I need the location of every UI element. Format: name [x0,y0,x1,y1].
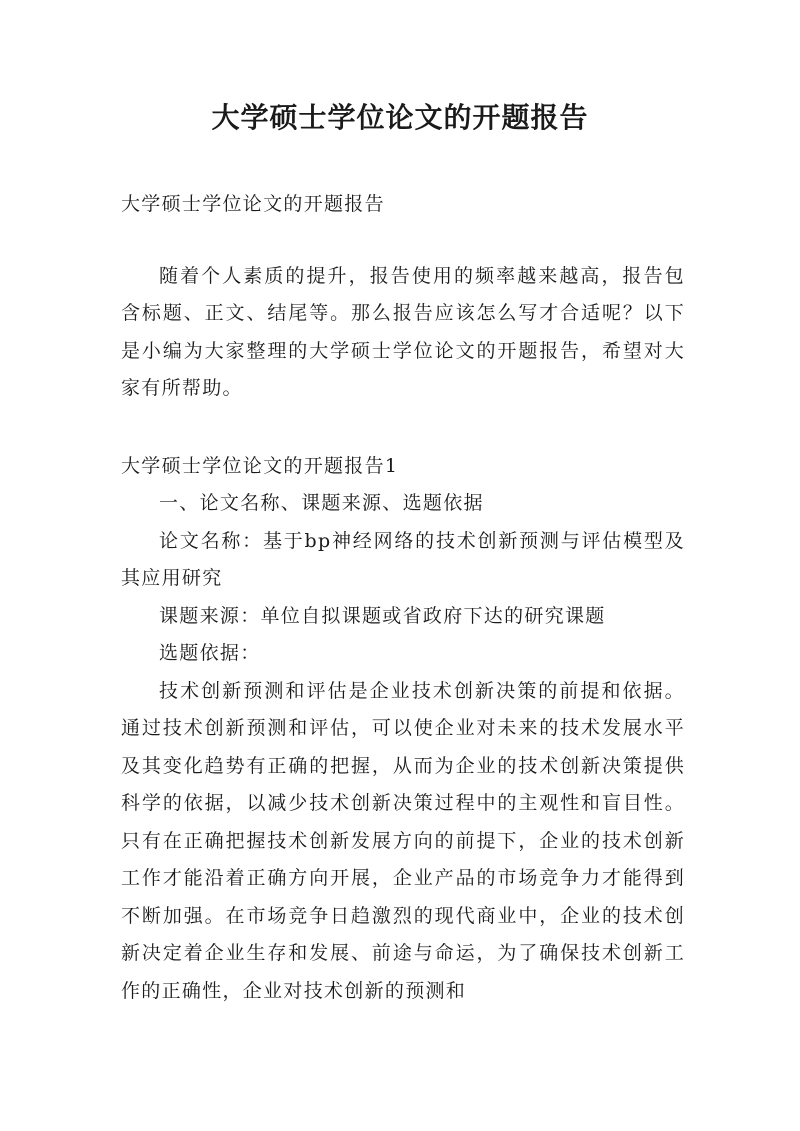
basis-label: 选题依据： [159,642,261,664]
section-heading: 大学硕士学位论文的开题报告1 [121,454,399,477]
document-title: 大学硕士学位论文的开题报告 [211,101,589,134]
thesis-name-paragraph: 论文名称：基于bp神经网络的技术创新预测与评估模型及其应用研究 [121,529,685,589]
intro-paragraph: 随着个人素质的提升，报告使用的频率越来越高，报告包含标题、正文、结尾等。那么报告应该怎么写才合适呢？以下是小编为大家整理的大学硕士学位论文的开题报告，希望对大家有所帮助。 [121,264,685,399]
basis-paragraph: 技术创新预测和评估是企业技术创新决策的前提和依据。通过技术创新预测和评估，可以使企业对未来的技术发展水平及其变化趋势有正确的把握，从而为企业的技术创新决策提供科学的依据，以减少技术创新决策过程中的主观性和盲目性。只有在正确把握技术创新发展方向的前提下，企业的技术创新工作才能沿着正确方向开展，企业产品的市场竞争力才能得到不断加强。在市场竞争日趋激烈的现代商业中，企业的技术创新决定着企业生存和发展、前途与命运，为了确保技术创新工作的正确性，企业对技术创新的预测和 [121,679,685,1002]
topic-source-paragraph: 课题来源：单位自拟课题或省政府下达的研究课题 [159,604,606,627]
document-subtitle: 大学硕士学位论文的开题报告 [121,193,385,215]
document-body [121,186,685,1010]
part1-heading: 一、论文名称、课题来源、选题依据 [159,492,484,514]
